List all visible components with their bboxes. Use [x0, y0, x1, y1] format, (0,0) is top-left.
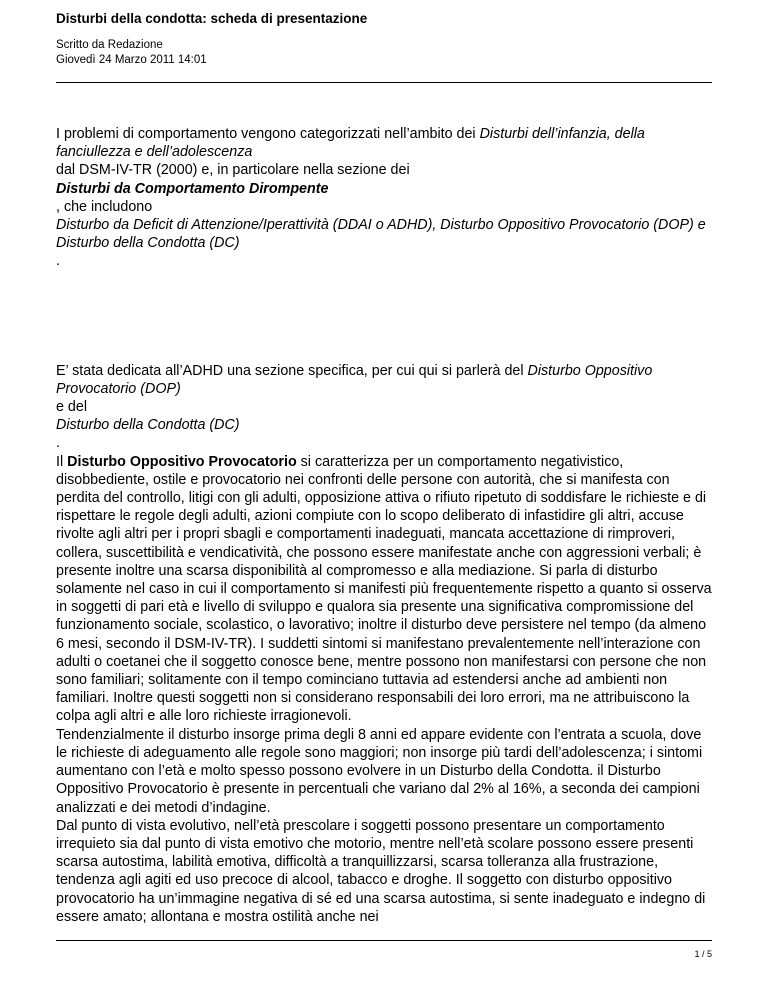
page-number: 1 / 5 [694, 949, 712, 959]
paragraph-development: Dal punto di vista evolutivo, nell’età prescolare i soggetti possono presentare un comportamento irrequieto sia dal punto di vista emotivo che motorio, mentre nell’età scolare possono essere presenti scarsa autostima, labilità emotiva, difficoltà a tranquillizzarsi, scarsa tolleranza alla frustrazione, tendenza agli agiti ed uso precoce di alcool, tabacco e droghe. Il soggetto con disturbo oppositivo provocatorio ha un’immagine negativa di sé ed una scarsa autostima, si sente inadeguato e indegno di essere amato; allontana e mostra ostilità anche nei [56, 817, 706, 925]
paragraph-dop-text: si caratterizza per un comportamento negativistico, disobbediente, ostile e provocatorio nei confronti delle persone con autorità, che si manifesta con perdita del controllo, litigi con gli adulti, opposizione attiva o rifiuto ripetuto di soddisfare le richieste e di rispettare le regole degli adulti, azioni compiute con lo scopo deliberato di infastidire gli altri, accuse rivolte agli altri per i propri sbagli e comportamenti inadeguati, mancata accettazione di rimproveri, collera, suscettibilità e vendicatività, che possono essere manifestate anche con aggressioni verbali; è presente inoltre una scarsa disponibilità al compromesso e alla mediazione. Si parla di disturbo solamente nel caso in cui il comportamento si manifesti più frequentemente rispetto a quanto si osserva in soggetti di pari età e livello di sviluppo e qualora sia presente una significativa compromissione del funzionamento sociale, scolastico, o lavorativo; inoltre il disturbo deve persistere nel tempo (da almeno 6 mesi, secondo il DSM-IV-TR). I suddetti sintomi si manifestano prevalentemente nell’interazione con adulti o coetanei che il soggetto conosce bene, mentre possono non manifestarsi con persone che non sono familiari; solitamente con il tempo cominciano tuttavia ad estendersi anche ad ambienti non familiari. Inoltre questi soggetti non si considerano responsabili dei loro errori, ma ne attribuiscono la colpa agli altri e alle loro richieste irragionevoli. [56, 453, 712, 725]
paragraph-dop [56, 453, 712, 726]
section-block [56, 362, 712, 453]
section-text-3: . [56, 435, 60, 452]
section-text-2: e del [56, 399, 88, 416]
intro-text-2: dal DSM-IV-TR (2000) e, in particolare nella sezione dei [56, 162, 410, 179]
term-dop: Disturbo Oppositivo Provocatorio [67, 453, 297, 470]
document-meta [56, 38, 712, 68]
footer-divider [56, 940, 712, 941]
section-text: E’ stata dedicata all’ADHD una sezione specifica, per cui qui si parlerà del [56, 362, 528, 379]
article-body [56, 125, 712, 926]
intro-emphasis-2: Disturbo da Deficit di Attenzione/Iperattività (DDAI o ADHD), Disturbo Oppositivo Provocatorio (DOP) e Disturbo della Condotta (DC) [56, 217, 706, 252]
intro-strong-emphasis: Disturbi da Comportamento Dirompente [56, 180, 329, 197]
document-title: Disturbi della condotta: scheda di presentazione [56, 11, 368, 26]
intro-text: I problemi di comportamento vengono categorizzati nell’ambito dei [56, 126, 480, 142]
paragraph-lead: Il [56, 453, 68, 470]
author-line: Scritto da Redazione [56, 39, 163, 51]
header-divider [56, 82, 712, 83]
intro-text-3: , che includono [56, 198, 153, 215]
intro-block [56, 125, 712, 271]
section-emphasis: Disturbo Oppositivo Provocatorio (DOP) [56, 362, 653, 397]
intro-text-4: . [56, 253, 60, 270]
section-emphasis-2: Disturbo della Condotta (DC) [56, 417, 240, 434]
date-line: Giovedì 24 Marzo 2011 14:01 [56, 54, 207, 66]
spacer [56, 271, 712, 362]
intro-emphasis: Disturbi dell’infanzia, della fanciullezza e dell’adolescenza [56, 126, 645, 161]
paragraph-onset: Tendenzialmente il disturbo insorge prima degli 8 anni ed appare evidente con l’entrata a scuola, dove le richieste di adeguamento alle regole sono maggiori; non insorge più tardi dell’adolescenza; i sintomi aumentano con l’età e molto spesso possono evolvere in un Disturbo della Condotta. il Disturbo Oppositivo Provocatorio è presente in percentuali che variano dal 2% al 16%, a seconda dei campioni analizzati e dei metodi d’indagine. [56, 726, 703, 816]
document-header [56, 10, 712, 68]
